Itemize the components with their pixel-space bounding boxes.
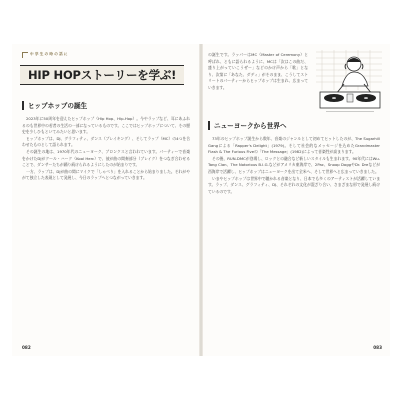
paragraph: いまやヒップホップは世界中で聴かれる音楽となり、日本でも多くのアーティストが活躍しています。ラップ、ダンス、グラフィティ、DJ、それぞれの文化が混ざり合い、さまざまな形で発展し続けているのです。	[208, 175, 380, 194]
paragraph: その後、RUN-DMCが登場し、ロックとの融合など新しいスタイルも生まれます。90年代にはWu-Tang Clan、The Notorious B.I.G.などがアメリカ東海岸で、2Pac、Snoop DoggやDr. Dreなどが西海岸で活躍し、ヒップホップはニューヨークを出て全米へ、そして世界へと広まっていきました。	[208, 155, 380, 174]
right-intro	[208, 52, 308, 92]
title-box	[20, 65, 184, 85]
paragraph: 73年のヒップホップ誕生から数年、音楽のジャンルとして初めてヒットしたのが、The Sugarhill Gangによる「Rapper's Delight」(1979)。そして社会的なメッセージを込めたGrandmaster Flash & The Furious Fiveの「The Message」(1982)によって音楽性が高まります。	[208, 136, 380, 155]
left-body	[22, 116, 190, 182]
page-number-left: 082	[22, 345, 31, 350]
left-page	[12, 44, 200, 356]
paragraph: の誕生です。ラッパーはMC（Master of Ceremony）と呼ばれ、ともに語られるように、MCは「次はこの曲だ、盛り上がっていこうぜー」などのかけ声から「歌」となり、次第に「あなた、ダディ」がそのまま、こうしてストリートのパーティーからヒップホップは生まれ、広まっていきます。	[208, 52, 308, 90]
chapter-tag	[22, 52, 68, 57]
section-heading-world	[208, 120, 287, 130]
section-title: ヒップホップの誕生	[28, 102, 88, 110]
dj-turntable-illustration	[314, 50, 384, 112]
section-heading-birth	[22, 100, 87, 110]
book-spread	[12, 44, 390, 356]
page-title: HIP HOPストーリーを学ぶ!	[28, 68, 177, 82]
section-title: ニューヨークから世界へ	[214, 122, 287, 130]
chapter-tag-label: 中 学 生 の 時 の 話 に	[30, 52, 68, 56]
paragraph: ヒップホップは、DJ、グラフィティ、ダンス（ブレイキング）、そしてラップ（MC）の4つを合わせたものとして語られます。	[22, 135, 190, 148]
corner-mark-icon	[22, 52, 27, 57]
paragraph: 一方、ラップは、DJが曲の間にマイクで「しゃべり」を入れることから始まりました。それがやがて独立した表現として発展し、今日のラップへとつながっていきます。	[22, 168, 190, 181]
right-body	[208, 136, 380, 195]
right-page	[202, 44, 390, 356]
section-bar	[208, 121, 210, 130]
title-banner	[20, 64, 180, 86]
paragraph: その誕生の地は、1970年代のニューヨーク、ブロンクスと言われています。パーティーで音楽をかけたDJがクール・ハーク（Kool Herc）で、彼が曲の間奏部分（ブレイク）をつなぎ合わせることで、ダンサーたちが踊り続けられるようにしたのが始まりです。	[22, 148, 190, 168]
paragraph: 2023年に50周年を迎えたヒップホップ（Hip Hop、Hip-Hop）。今やラップなど、耳にあふれるのも世界中の若者の生活の一部になっているものです。ここではヒップホップについて、その歴史を少しひもといてみたいと思います。	[22, 116, 190, 135]
page-number-right: 083	[373, 345, 382, 350]
section-bar	[22, 101, 24, 110]
